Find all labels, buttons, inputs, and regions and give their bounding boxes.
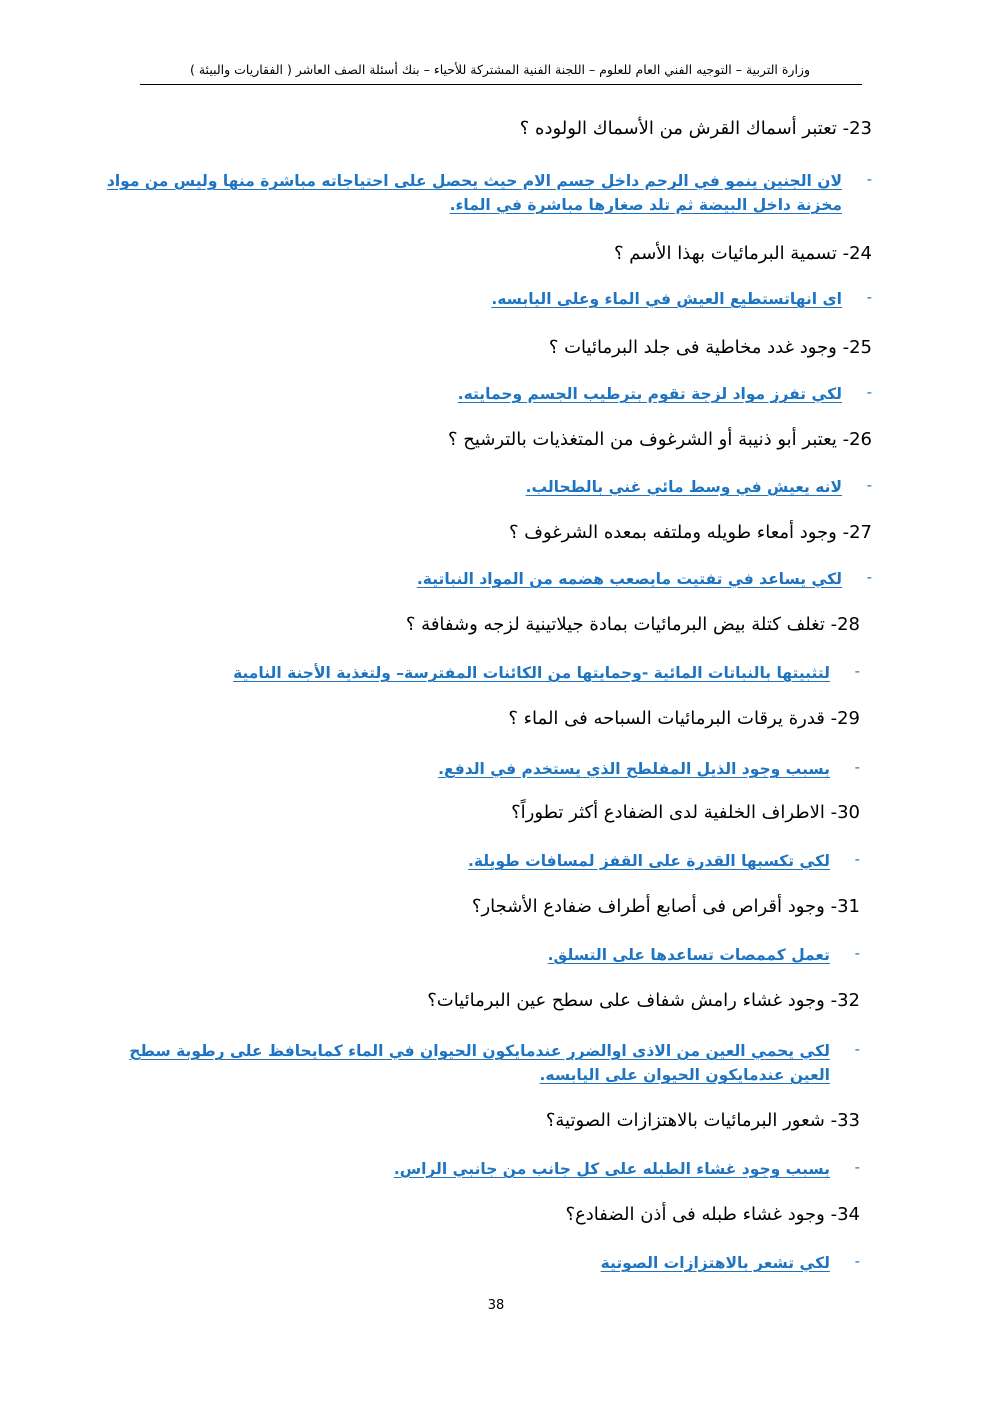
answer-text: العين عندمايكون الحيوان على اليابسه. — [539, 1066, 830, 1084]
answer-text: لكي تكسبها القدرة على القفز لمسافات طويلة. — [468, 852, 830, 870]
question-text: 29- قدرة يرقات البرمائيات السباحه فى الماء ؟ — [508, 708, 860, 729]
answer-text: تعمل كممصات تساعدها على التسلق. — [547, 946, 830, 964]
question-text: 30- الاطراف الخلفية لدى الضفادع أكثر تطوراً؟ — [511, 802, 860, 823]
page-header: وزارة التربية – التوجيه الفني العام للعلوم – اللجنة الفنية المشتركة للأحياء – بنك أسئلة الصف العاشر ( الفقاريات والبيئة ) — [190, 62, 810, 77]
answer-text: لان الجنين ينمو في الرحم داخل جسم الام حيث يحصل على احتياجاته مباشرة منها وليس من مواد — [106, 172, 842, 190]
answer-text: لانه يعيش في وسط مائي غني بالطحالب. — [525, 478, 842, 496]
question-text: 28- تغلف كتلة بيض البرمائيات بمادة جيلاتينية لزجه وشفافة ؟ — [405, 614, 860, 635]
header-divider — [140, 84, 862, 85]
answer-bullet: - — [866, 288, 872, 306]
answer-bullet: - — [854, 850, 860, 868]
answer-text: مخزنة داخل البيضة ثم تلد صغارها مباشرة في الماء. — [449, 196, 842, 214]
answer-bullet: - — [854, 1040, 860, 1058]
page-number: 38 — [487, 1298, 505, 1313]
question-text: 26- يعتبر أبو ذنيبة أو الشرغوف من المتغذيات بالترشيح ؟ — [447, 429, 872, 450]
answer-text: اى انهاتستطيع العيش في الماء وعلى اليابسه. — [491, 290, 842, 308]
question-text: 27- وجود أمعاء طويله وملتفه بمعده الشرغوف ؟ — [509, 522, 872, 543]
answer-text: بسبب وجود الذيل المفلطح الذي يستخدم في الدفع. — [438, 760, 830, 778]
answer-text: لكي يساعد في تفتيت مايصعب هضمه من المواد النباتية. — [416, 570, 842, 588]
question-text: 25- وجود غدد مخاطية فى جلد البرمائيات ؟ — [548, 337, 872, 358]
answer-bullet: - — [866, 383, 872, 401]
answer-bullet: - — [854, 758, 860, 776]
answer-text: لكي يحمي العين من الاذى اوالضرر عندمايكون الحيوان في الماء كمايحافظ على رطوبة سطح — [129, 1042, 830, 1060]
answer-text: لكي تفرز مواد لزجة تقوم بترطيب الجسم وحمايته. — [457, 385, 842, 403]
answer-bullet: - — [854, 1252, 860, 1270]
question-text: 32- وجود غشاء رامش شفاف على سطح عين البرمائيات؟ — [427, 990, 860, 1011]
question-text: 24- تسمية البرمائيات بهذا الأسم ؟ — [613, 243, 872, 264]
answer-bullet: - — [866, 476, 872, 494]
answer-text: بسبب وجود غشاء الطبله على كل جانب من جانبي الراس. — [393, 1160, 830, 1178]
answer-bullet: - — [854, 1158, 860, 1176]
answer-bullet: - — [854, 662, 860, 680]
answer-bullet: - — [854, 944, 860, 962]
question-text: 31- وجود أقراص فى أصابع أطراف ضفادع الأشجار؟ — [471, 896, 860, 917]
question-text: 34- وجود غشاء طبله فى أذن الضفادع؟ — [565, 1204, 860, 1225]
answer-bullet: - — [866, 568, 872, 586]
question-text: 33- شعور البرمائيات بالاهتزازات الصوتية؟ — [545, 1110, 860, 1131]
answer-bullet: - — [866, 170, 872, 188]
answer-text: لكي تشعر بالاهتزازات الصوتية — [600, 1254, 830, 1272]
question-text: 23- تعتبر أسماك القرش من الأسماك الولوده ؟ — [519, 118, 872, 139]
answer-text: لتثبيتها بالنباتات المائية -وحمايتها من الكائنات المفترسة– ولتغذية الأجنة النامية — [233, 664, 830, 682]
